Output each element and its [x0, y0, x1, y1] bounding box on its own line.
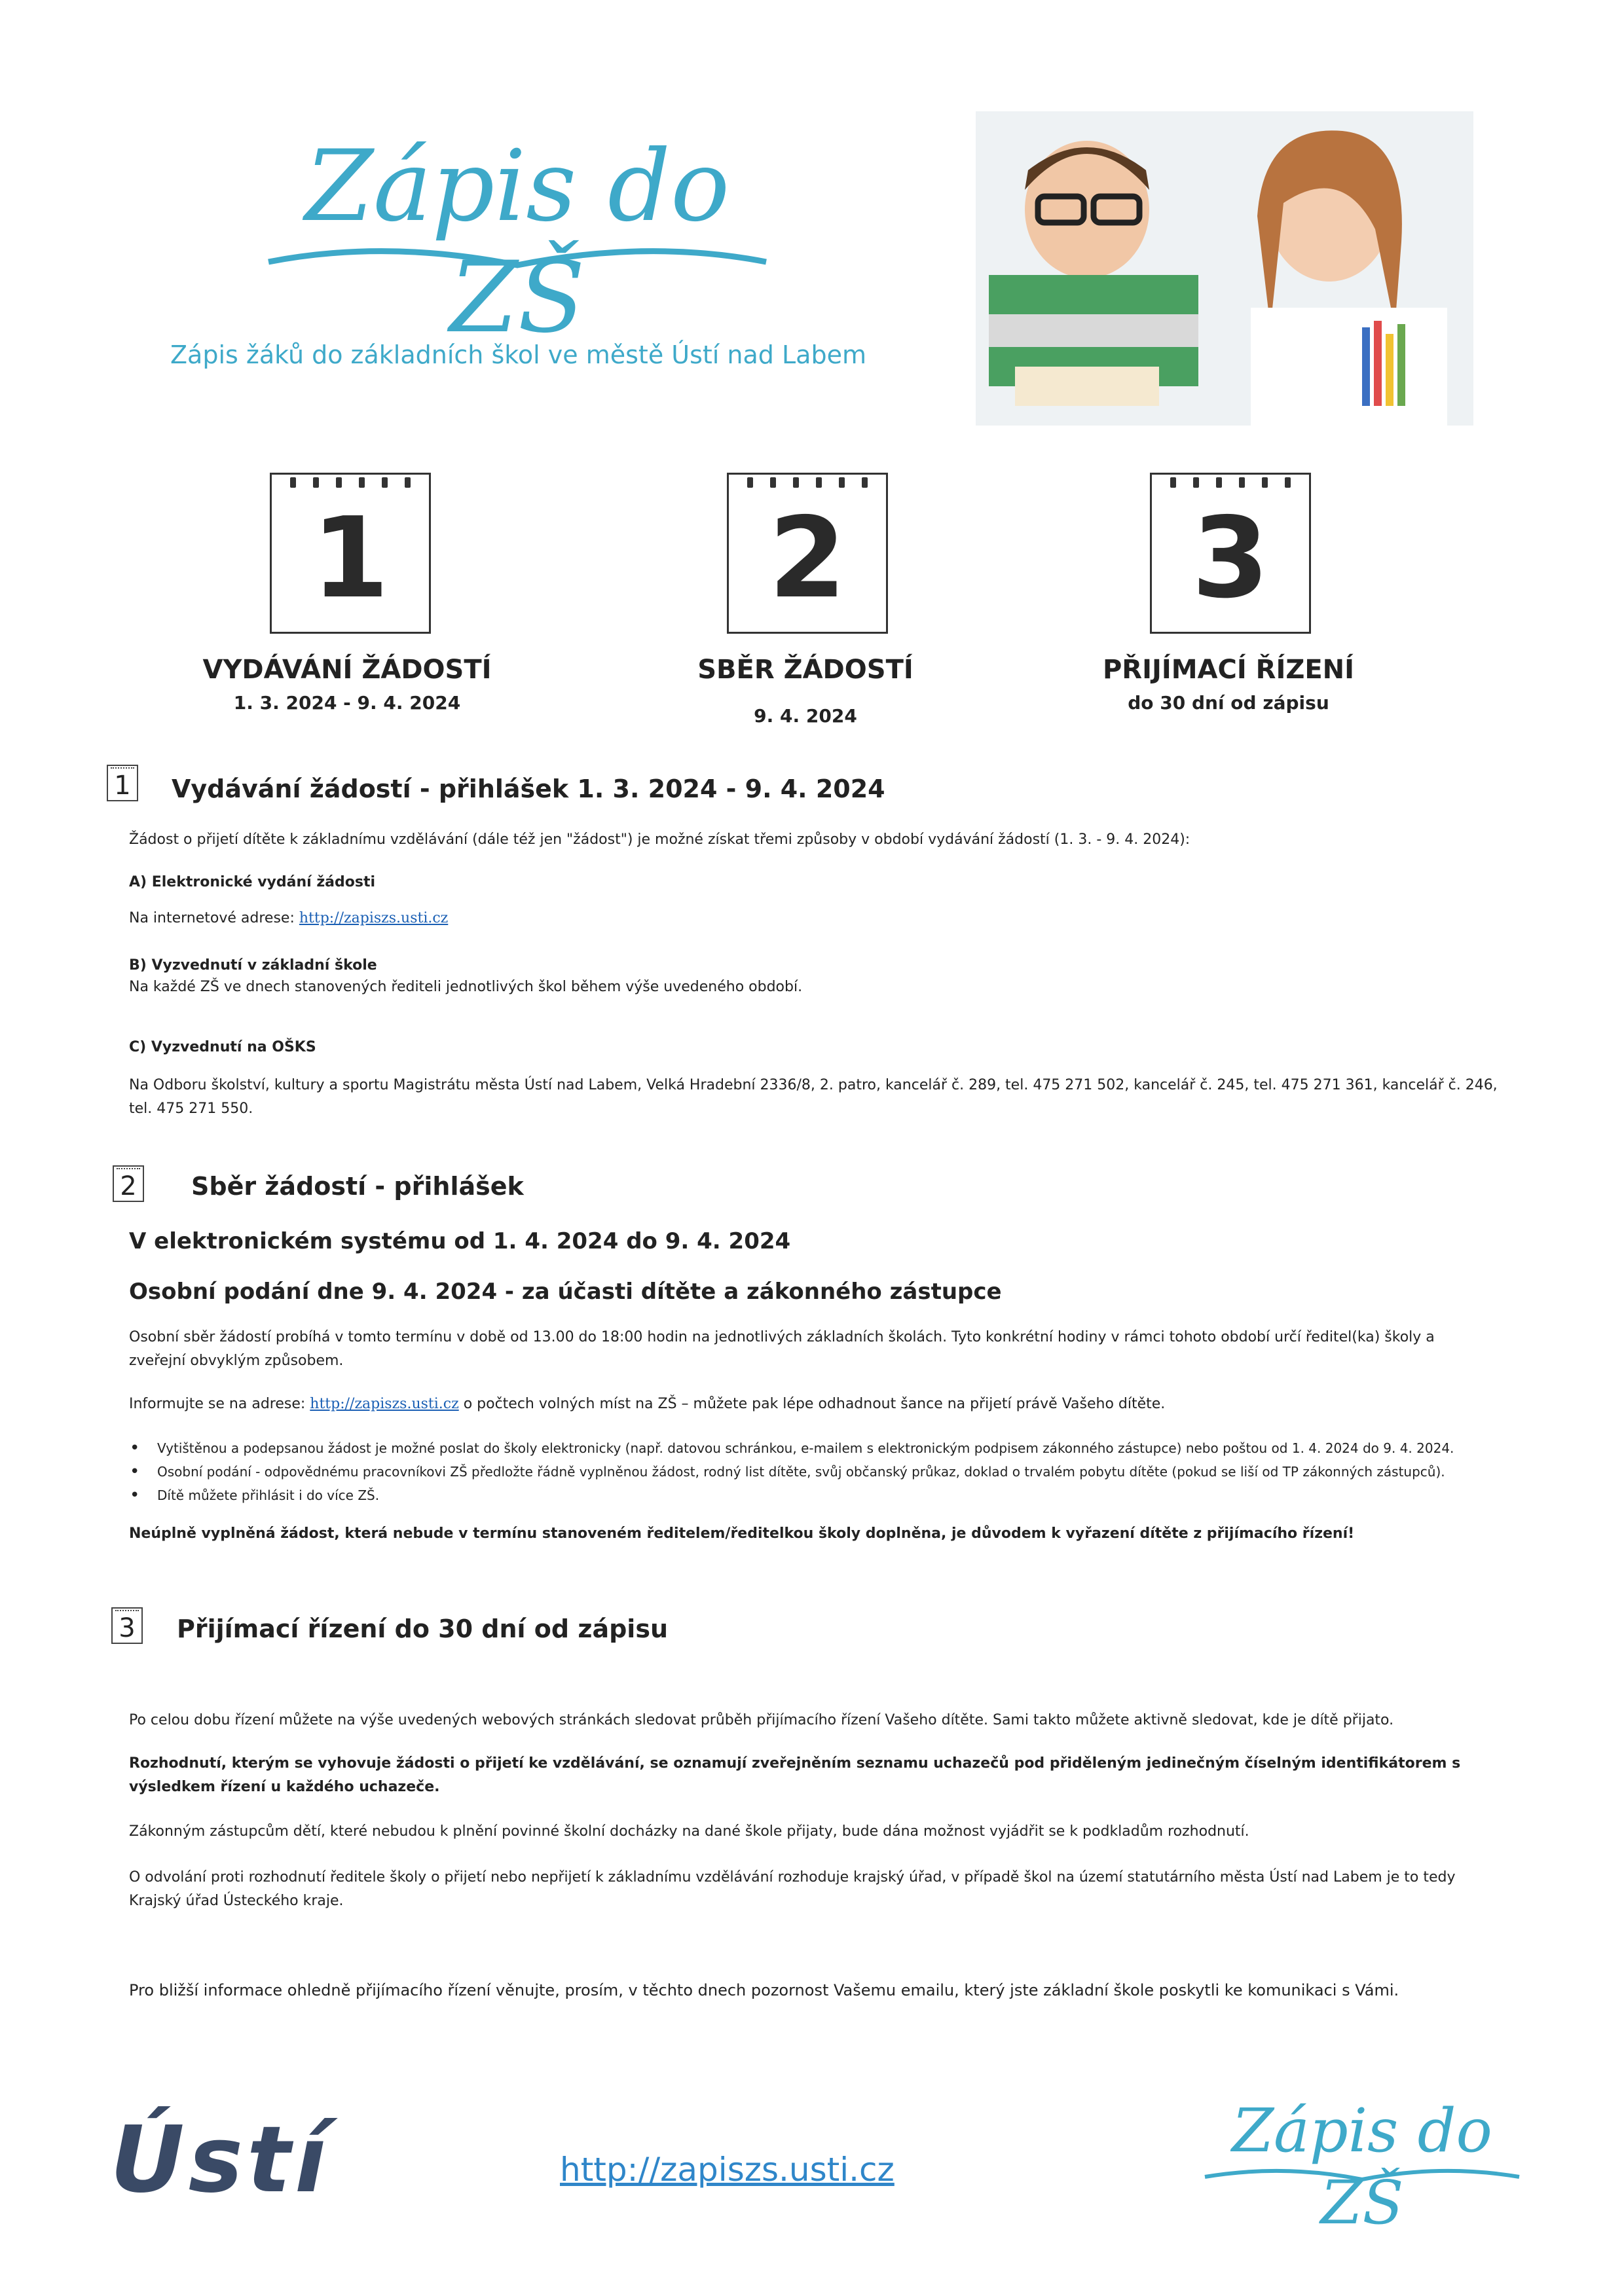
step-1-calendar-icon — [270, 473, 431, 634]
step-1-title: VYDÁVÁNÍ ŽÁDOSTÍ — [202, 655, 492, 685]
section-3-heading: Přijímací řízení do 30 dní od zápisu — [177, 1614, 668, 1643]
section-3-paragraph-1: Po celou dobu řízení můžete na výše uvedených webových stránkách sledovat průběh přijímacího řízení Vašeho dítěte. Sami takto můžete aktivně sledovat, kde je dítě přijato. — [129, 1712, 1394, 1728]
section-2-info-line — [129, 1393, 1504, 1416]
section-2-bullet: • Dítě můžete přihlásit i do více ZŠ. — [157, 1485, 1519, 1506]
section-2-info-link[interactable]: http://zapiszs.usti.cz — [310, 1396, 459, 1412]
section-1-b-title: B) Vyzvednutí v základní škole — [129, 957, 377, 974]
section-2-info-prefix: Informujte se na adrese: — [129, 1396, 310, 1412]
header-logo — [255, 130, 779, 355]
section-3-paragraph-3: Zákonným zástupcům dětí, které nebudou k plnění povinné školní docházky na dané škole přijaty, bude dána možnost vyjádřit se k podkladům rozhodnutí. — [129, 1823, 1249, 1840]
section-1-b-text: Na každé ZŠ ve dnech stanovených řediteli jednotlivých škol během výše uvedeného období. — [129, 979, 803, 995]
usti-city-logo: Ústí — [110, 2107, 330, 2214]
section-2-info-suffix: o počtech volných míst na ZŠ – můžete pak lépe odhadnout šance na přijetí právě Vašeho dítěte. — [458, 1396, 1166, 1412]
section-2-subheading-electronic: V elektronickém systému od 1. 4. 2024 do 9. 4. 2024 — [129, 1228, 791, 1254]
section-2-heading: Sběr žádostí - přihlášek — [191, 1172, 524, 1201]
footer-book-swoosh-icon — [1192, 2164, 1532, 2190]
section-2-bullet: • Vytištěnou a podepsanou žádost je možné poslat do školy elektronicky (např. datovou schránkou, e-mailem s elektronickým podpisem zákonného zástupce) nebo poštou od 1. 4. 2024 do 9. 4. 2024. — [157, 1438, 1519, 1459]
section-1-heading: Vydávání žádostí - přihlášek 1. 3. 2024 - 9. 4. 2024 — [172, 774, 885, 803]
step-2-calendar-icon — [727, 473, 888, 634]
section-3-number: 3 — [119, 1613, 136, 1643]
section-1-number: 1 — [114, 771, 131, 801]
section-2-paragraph: Osobní sběr žádostí probíhá v tomto termínu v době od 13.00 do 18:00 hodin na jednotlivých základních školách. Tyto konkrétní hodiny v rámci tohoto období určí ředitel(ka) školy a zveřejní obvyklým způsobem. — [129, 1329, 1435, 1369]
section-2-subheading-personal: Osobní podání dne 9. 4. 2024 - za účasti dítěte a zákonného zástupce — [129, 1279, 1002, 1305]
step-3-date: do 30 dní od zápisu — [1128, 692, 1329, 714]
footer-logo — [1192, 2095, 1532, 2238]
section-1-a-prefix: Na internetové adrese: — [129, 910, 299, 926]
section-1-c-title: C) Vyzvednutí na OŠKS — [129, 1039, 316, 1055]
section-1-intro: Žádost o přijetí dítěte k základnímu vzdělávání (dále též jen "žádost") je možné získat třemi způsoby v období vydávání žádostí (1. 3. - 9. 4. 2024): — [129, 831, 1190, 848]
section-2-number: 2 — [120, 1171, 137, 1201]
book-swoosh-icon — [255, 236, 779, 282]
children-photo — [976, 111, 1473, 426]
section-2-bullet: • Osobní podání - odpovědnému pracovníkovi ZŠ předložte řádně vyplněnou žádost, rodný list dítěte, svůj občanský průkaz, doklad o trvalém pobytu dítěte (pokud se liší od TP zákonných zástupců). — [157, 1461, 1519, 1482]
step-3-title: PŘIJÍMACÍ ŘÍZENÍ — [1102, 655, 1355, 685]
section-1-a-link[interactable]: http://zapiszs.usti.cz — [299, 910, 449, 926]
section-2-warning: Neúplně vyplněná žádost, která nebude v termínu stanoveném ředitelem/ředitelkou školy doplněna, je důvodem k vyřazení dítěte z přijímacího řízení! — [129, 1525, 1355, 1542]
step-2-date: 9. 4. 2024 — [754, 705, 857, 727]
section-1-a-line — [129, 907, 448, 930]
header-logo-text: Zápis do ZŠ — [304, 130, 730, 355]
section-1-calendar-icon — [107, 765, 138, 801]
step-2-title: SBĚR ŽÁDOSTÍ — [697, 655, 913, 685]
children-photo-illustration — [976, 111, 1473, 426]
step-1-number: 1 — [311, 494, 390, 623]
footer-logo-text: Zápis do ZŠ — [1232, 2096, 1492, 2238]
header-subtitle: Zápis žáků do základních škol ve městě Ústí nad Labem — [170, 340, 866, 369]
footer-url-link[interactable]: http://zapiszs.usti.cz — [560, 2151, 895, 2189]
section-3-paragraph-2: Rozhodnutí, kterým se vyhovuje žádosti o přijetí ke vzdělávání, se oznamují zveřejněním seznamu uchazečů pod přiděleným jedinečným číselným identifikátorem s výsledkem řízení u každého uchazeče. — [129, 1755, 1461, 1795]
section-2-calendar-icon — [113, 1165, 144, 1202]
section-3-paragraph-4: O odvolání proti rozhodnutí ředitele školy o přijetí nebo nepřijetí k základnímu vzdělávání rozhoduje krajský úřad, v případě škol na území statutárního města Ústí nad Labem je to tedy Krajský úřad Ústeckého kraje. — [129, 1869, 1456, 1909]
section-3-closing: Pro bližší informace ohledně přijímacího řízení věnujte, prosím, v těchto dnech pozornost Vašemu emailu, který jste základní škole poskytli ke komunikaci s Vámi. — [129, 1981, 1399, 1999]
step-3-calendar-icon — [1150, 473, 1311, 634]
section-1-c-text: Na Odboru školství, kultury a sportu Magistrátu města Ústí nad Labem, Velká Hradební 2336/8, 2. patro, kancelář č. 289, tel. 475 271 502, kancelář č. 245, tel. 475 271 361, kancelář č. 246, tel. 475 271 550. — [129, 1077, 1498, 1117]
step-1-date: 1. 3. 2024 - 9. 4. 2024 — [233, 692, 461, 714]
section-3-calendar-icon — [111, 1607, 143, 1644]
step-2-number: 2 — [768, 494, 847, 623]
step-3-number: 3 — [1191, 494, 1270, 623]
section-1-a-title: A) Elektronické vydání žádosti — [129, 874, 376, 890]
